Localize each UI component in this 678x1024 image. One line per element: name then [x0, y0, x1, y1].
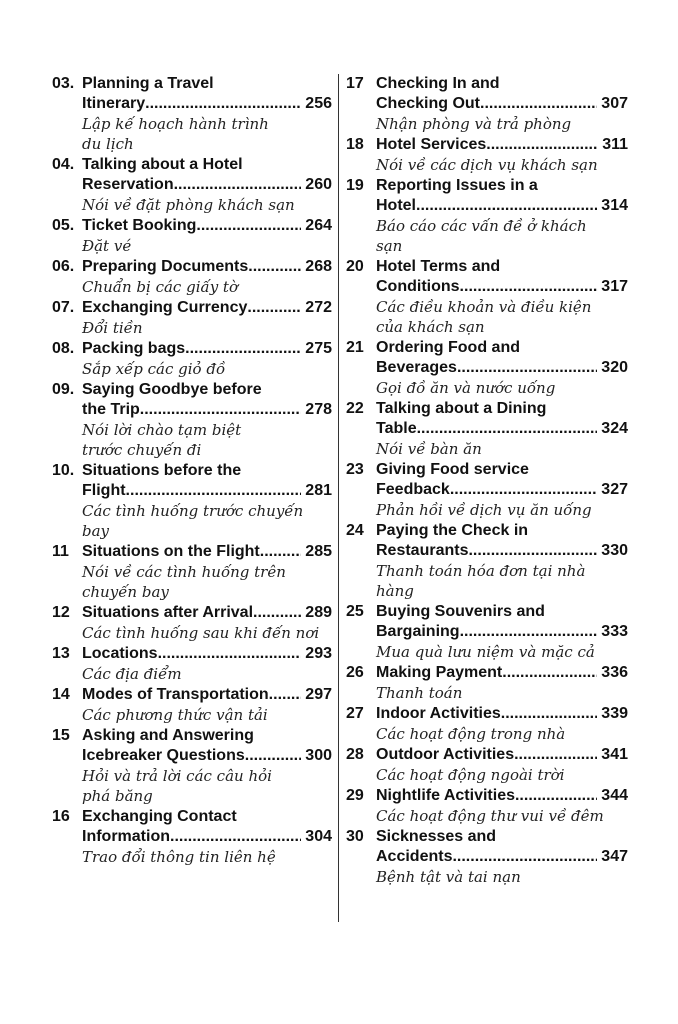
vietnamese-subtitle: Thanh toán [376, 684, 463, 702]
toc-entry[interactable] [52, 339, 332, 379]
page-number: 275 [305, 340, 332, 357]
vietnamese-subtitle: phá băng [82, 787, 153, 805]
chapter-number: 26 [346, 664, 364, 681]
toc-column-left [52, 74, 332, 868]
chapter-title-text: the Trip [82, 401, 140, 418]
chapter-title-line: Giving Food service [376, 461, 529, 478]
column-divider [338, 74, 339, 922]
vietnamese-subtitle: Trao đổi thông tin liên hệ [82, 848, 276, 866]
chapter-number: 08. [52, 340, 75, 357]
dot-leader [126, 481, 302, 501]
dot-leader [452, 847, 597, 867]
dot-leader [245, 746, 302, 766]
page-number: 347 [601, 848, 628, 865]
chapter-title-last-line [82, 542, 332, 562]
chapter-number: 03. [52, 75, 75, 92]
page-number: 339 [601, 705, 628, 722]
vietnamese-subtitle: Báo cáo các vấn đề ở khách [376, 217, 587, 235]
chapter-title-last-line [376, 358, 628, 378]
toc-entry[interactable] [346, 704, 628, 744]
dot-leader [416, 196, 597, 216]
page-number: 285 [305, 543, 332, 560]
chapter-title-last-line [82, 298, 332, 318]
chapter-number: 25 [346, 603, 364, 620]
dot-leader [196, 216, 301, 236]
page-number: 256 [305, 95, 332, 112]
chapter-number: 04. [52, 156, 75, 173]
vietnamese-subtitle: của khách sạn [376, 318, 485, 336]
chapter-title-line: Exchanging Contact [82, 808, 237, 825]
chapter-title-last-line [82, 827, 332, 847]
chapter-number: 27 [346, 705, 364, 722]
toc-entry[interactable] [52, 685, 332, 725]
chapter-title-text: Flight [82, 482, 126, 499]
page-number: 311 [602, 136, 628, 153]
page-number: 336 [601, 664, 628, 681]
page-number: 289 [305, 604, 332, 621]
page-number: 307 [601, 95, 628, 112]
vietnamese-subtitle: Các điều khoản và điều kiện [376, 298, 592, 316]
chapter-title-text: Indoor Activities [376, 705, 501, 722]
dot-leader [450, 480, 597, 500]
dot-leader [514, 745, 597, 765]
chapter-title-text: Ticket Booking [82, 217, 197, 234]
dot-leader [486, 135, 598, 155]
vietnamese-subtitle: Nói về đặt phòng khách sạn [82, 196, 295, 214]
chapter-title-last-line [82, 257, 332, 277]
page-number: 344 [601, 787, 628, 804]
toc-entry[interactable] [346, 521, 628, 601]
dot-leader [264, 542, 301, 562]
dot-leader [248, 257, 301, 277]
dot-leader [253, 603, 301, 623]
chapter-title-text: Hotel [376, 197, 416, 214]
vietnamese-subtitle: trước chuyến đi [82, 441, 202, 459]
chapter-title-line: Hotel Terms and [376, 258, 501, 275]
toc-entry[interactable] [52, 807, 332, 867]
toc-entry[interactable] [52, 726, 332, 806]
chapter-title-last-line [376, 745, 628, 765]
chapter-title-text: Icebreaker Questions [82, 747, 245, 764]
chapter-title-text: Beverages [376, 359, 457, 376]
chapter-title-last-line [376, 480, 628, 500]
page-number: 317 [601, 278, 628, 295]
vietnamese-subtitle: Bệnh tật và tai nạn [376, 868, 521, 886]
vietnamese-subtitle: Phản hồi về dịch vụ ăn uống [376, 501, 592, 519]
chapter-number: 16 [52, 808, 70, 825]
chapter-title-line: Talking about a Dining [376, 400, 547, 417]
chapter-title-last-line [376, 419, 628, 439]
chapter-number: 11 [52, 543, 69, 560]
page-number: 264 [305, 217, 332, 234]
chapter-title-last-line [376, 541, 628, 561]
vietnamese-subtitle: hàng [376, 582, 414, 600]
chapter-title-last-line [82, 175, 332, 195]
chapter-title-text: Nightlife Activities [376, 787, 515, 804]
chapter-number: 07. [52, 299, 75, 316]
dot-leader [145, 94, 301, 114]
dot-leader [417, 419, 598, 439]
chapter-title-last-line [376, 94, 628, 114]
vietnamese-subtitle: chuyến bay [82, 583, 169, 601]
vietnamese-subtitle: Các địa điểm [82, 665, 182, 683]
chapter-title-line: Situations before the [82, 462, 242, 479]
vietnamese-subtitle: Nhận phòng và trả phòng [376, 115, 572, 133]
page-number: 268 [305, 258, 332, 275]
vietnamese-subtitle: Các tình huống sau khi đến nơi [82, 624, 320, 642]
chapter-title-line: Planning a Travel [82, 75, 214, 92]
dot-leader [468, 541, 597, 561]
page-number: 333 [601, 623, 628, 640]
chapter-number: 23 [346, 461, 364, 478]
page-number: 314 [601, 197, 628, 214]
chapter-title-last-line [82, 94, 332, 114]
toc-entry[interactable] [346, 460, 628, 520]
vietnamese-subtitle: Mua quà lưu niệm và mặc cả [376, 643, 595, 661]
toc-entry[interactable] [52, 644, 332, 684]
toc-entry[interactable] [346, 602, 628, 662]
chapter-title-last-line [82, 339, 332, 359]
page-number: 278 [305, 401, 332, 418]
chapter-title-last-line [82, 685, 332, 705]
toc-entry[interactable] [52, 461, 332, 541]
chapter-number: 13 [52, 645, 70, 662]
page-number: 272 [305, 299, 332, 316]
chapter-title-text: Reservation [82, 176, 174, 193]
chapter-number: 22 [346, 400, 364, 417]
vietnamese-subtitle: Nói lời chào tạm biệt [82, 421, 242, 439]
page-number: 341 [601, 746, 628, 763]
toc-entry[interactable] [346, 663, 628, 703]
toc-entry[interactable] [52, 74, 332, 154]
dot-leader [480, 94, 597, 114]
vietnamese-subtitle: Các hoạt động ngoài trời [376, 766, 565, 784]
chapter-title-line: Sicknesses and [376, 828, 497, 845]
chapter-title-text: Situations on the Flight. [82, 543, 265, 560]
toc-entry[interactable] [346, 399, 628, 459]
chapter-title-last-line [376, 135, 628, 155]
toc-entry[interactable] [52, 603, 332, 643]
toc-entry[interactable] [346, 257, 628, 337]
chapter-number: 15 [52, 727, 70, 744]
chapter-title-text: Restaurants [376, 542, 469, 559]
vietnamese-subtitle: Các hoạt động thư vui về đêm [376, 807, 604, 825]
dot-leader [170, 827, 301, 847]
toc-entry[interactable] [52, 298, 332, 338]
dot-leader [502, 663, 597, 683]
chapter-title-last-line [82, 746, 332, 766]
dot-leader [515, 786, 597, 806]
vietnamese-subtitle: du lịch [82, 135, 134, 153]
dot-leader [158, 644, 302, 664]
dot-leader [460, 277, 598, 297]
chapter-title-text: Information [82, 828, 170, 845]
chapter-number: 17 [346, 75, 364, 92]
chapter-number: 05. [52, 217, 75, 234]
dot-leader [460, 622, 598, 642]
chapter-title-text: Locations [82, 645, 158, 662]
toc-column-right [346, 74, 628, 888]
chapter-title-last-line [82, 400, 332, 420]
chapter-title-text: Preparing Documents [82, 258, 249, 275]
chapter-title-text: Checking Out [376, 95, 481, 112]
chapter-title-line: Reporting Issues in a [376, 177, 538, 194]
dot-leader [185, 339, 301, 359]
page-number: 281 [305, 482, 332, 499]
page-number: 297 [305, 686, 332, 703]
chapter-title-last-line [376, 704, 628, 724]
chapter-title-last-line [82, 603, 332, 623]
chapter-title-text: Accidents [376, 848, 453, 865]
chapter-number: 10. [52, 462, 75, 479]
vietnamese-subtitle: Sắp xếp các giỏ đồ [82, 360, 226, 378]
vietnamese-subtitle: Các tình huống trước chuyến bay [82, 502, 304, 540]
chapter-title-last-line [376, 622, 628, 642]
toc-entry[interactable] [52, 380, 332, 460]
chapter-number: 21 [346, 339, 364, 356]
vietnamese-subtitle: Hỏi và trả lời các câu hỏi [82, 767, 272, 785]
toc-entry[interactable] [346, 74, 628, 134]
dot-leader [174, 175, 302, 195]
vietnamese-subtitle: Thanh toán hóa đơn tại nhà [376, 562, 586, 580]
toc-entry[interactable] [52, 155, 332, 215]
chapter-title-line: Saying Goodbye before [82, 381, 262, 398]
vietnamese-subtitle: Đặt vé [82, 237, 132, 255]
chapter-title-line: Paying the Check in [376, 522, 529, 539]
chapter-number: 28 [346, 746, 364, 763]
chapter-number: 12 [52, 604, 70, 621]
chapter-number: 09. [52, 381, 75, 398]
chapter-title-text: Situations after Arrival [82, 604, 254, 621]
chapter-title-last-line [376, 786, 628, 806]
page-number: 330 [601, 542, 628, 559]
chapter-number: 29 [346, 787, 364, 804]
chapter-title-text: Packing bags [82, 340, 186, 357]
chapter-number: 14 [52, 686, 70, 703]
dot-leader [140, 400, 302, 420]
page-number: 300 [305, 747, 332, 764]
vietnamese-subtitle: Các hoạt động trong nhà [376, 725, 566, 743]
chapter-title-line: Ordering Food and [376, 339, 520, 356]
chapter-number: 18 [346, 136, 364, 153]
chapter-title-line: Asking and Answering [82, 727, 254, 744]
chapter-title-text: Feedback [376, 481, 450, 498]
vietnamese-subtitle: Gọi đồ ăn và nước uống [376, 379, 556, 397]
chapter-title-last-line [376, 277, 628, 297]
chapter-title-last-line [376, 196, 628, 216]
toc-entry[interactable] [52, 216, 332, 256]
chapter-title-text: Hotel Services [376, 136, 487, 153]
toc-entry[interactable] [52, 542, 332, 602]
chapter-title-line: Buying Souvenirs and [376, 603, 545, 620]
page-number: 304 [305, 828, 332, 845]
chapter-title-line: Checking In and [376, 75, 500, 92]
toc-entry[interactable] [346, 176, 628, 256]
vietnamese-subtitle: Nói về các tình huống trên [82, 563, 286, 581]
toc-entry[interactable] [346, 135, 628, 175]
chapter-title-text: Table [376, 420, 417, 437]
toc-entry[interactable] [346, 338, 628, 398]
chapter-title-text: Exchanging Currency [82, 299, 248, 316]
chapter-title-last-line [376, 663, 628, 683]
chapter-title-text: Conditions [376, 278, 460, 295]
vietnamese-subtitle: Nói về bàn ăn [376, 440, 482, 458]
chapter-number: 06. [52, 258, 75, 275]
chapter-title-text: Modes of Transportation [82, 686, 269, 703]
dot-leader [501, 704, 598, 724]
page-number: 324 [601, 420, 628, 437]
chapter-number: 24 [346, 522, 364, 539]
chapter-title-text: Bargaining [376, 623, 460, 640]
dot-leader [269, 685, 302, 705]
vietnamese-subtitle: Lập kế hoạch hành trình [82, 115, 269, 133]
chapter-title-last-line [82, 644, 332, 664]
toc-entry[interactable] [52, 257, 332, 297]
chapter-title-text: Making Payment [376, 664, 503, 681]
chapter-title-text: Outdoor Activities [376, 746, 515, 763]
toc-entry[interactable] [346, 786, 628, 826]
page-number: 327 [601, 481, 628, 498]
vietnamese-subtitle: Nói về các dịch vụ khách sạn [376, 156, 598, 174]
chapter-number: 20 [346, 258, 364, 275]
chapter-title-text: Itinerary [82, 95, 146, 112]
vietnamese-subtitle: Đổi tiền [82, 319, 143, 337]
vietnamese-subtitle: sạn [376, 237, 403, 255]
page-number: 260 [305, 176, 332, 193]
dot-leader [247, 298, 301, 318]
chapter-title-last-line [82, 481, 332, 501]
chapter-number: 19 [346, 177, 364, 194]
chapter-title-line: Talking about a Hotel [82, 156, 243, 173]
page-number: 293 [305, 645, 332, 662]
chapter-title-last-line [82, 216, 332, 236]
chapter-title-last-line [376, 847, 628, 867]
vietnamese-subtitle: Chuẩn bị các giấy tờ [82, 278, 238, 296]
page-number: 320 [601, 359, 628, 376]
chapter-number: 30 [346, 828, 364, 845]
toc-entry[interactable] [346, 745, 628, 785]
vietnamese-subtitle: Các phương thức vận tải [82, 706, 268, 724]
toc-entry[interactable] [346, 827, 628, 887]
dot-leader [457, 358, 597, 378]
